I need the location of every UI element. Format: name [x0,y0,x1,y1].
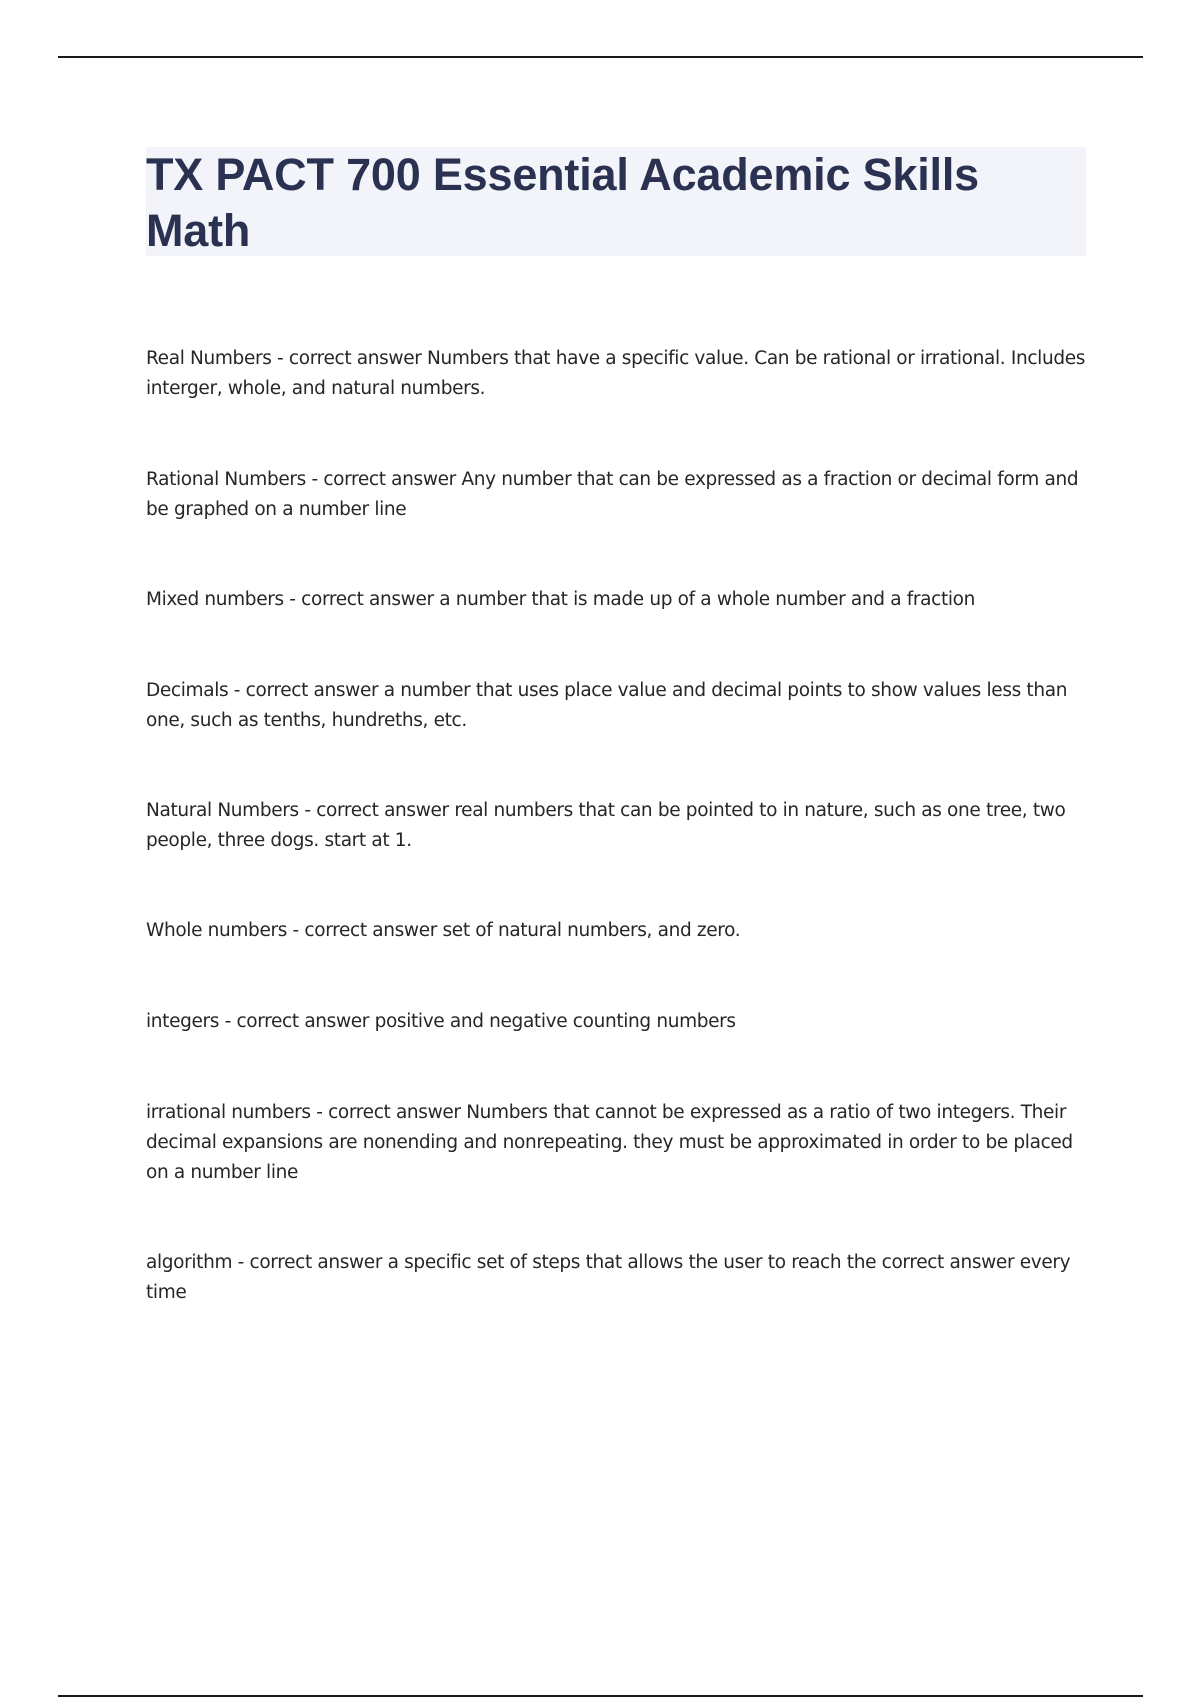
definition-entry: Real Numbers - correct answer Numbers that have a specific value. Can be rational or irrational. Includes interger, whole, and natural numbers. [146,348,1086,399]
definition-entry: Rational Numbers - correct answer Any number that can be expressed as a fraction or decimal form and be graphed on a number line [146,469,1079,520]
top-rule [58,56,1143,58]
definition-entry: Decimals - correct answer a number that uses place value and decimal points to show values less than one, such as tenths, hundreths, etc. [146,680,1068,731]
definition-entry: Whole numbers - correct answer set of natural numbers, and zero. [146,920,741,941]
title-block [146,147,1086,256]
definition-entry: algorithm - correct answer a specific set of steps that allows the user to reach the correct answer every time [146,1252,1071,1303]
definition-entry: irrational numbers - correct answer Numbers that cannot be expressed as a ratio of two integers. Their decimal expansions are nonending and nonrepeating. they must be approximated in order to be placed on a number line [146,1102,1073,1183]
definition-entry: Natural Numbers - correct answer real numbers that can be pointed to in nature, such as one tree, two people, three dogs. start at 1. [146,800,1066,851]
page-title: TX PACT 700 Essential Academic Skills Math [146,149,979,256]
bottom-rule [58,1695,1143,1697]
definition-entry: integers - correct answer positive and negative counting numbers [146,1011,736,1032]
definition-entry: Mixed numbers - correct answer a number that is made up of a whole number and a fraction [146,589,975,610]
